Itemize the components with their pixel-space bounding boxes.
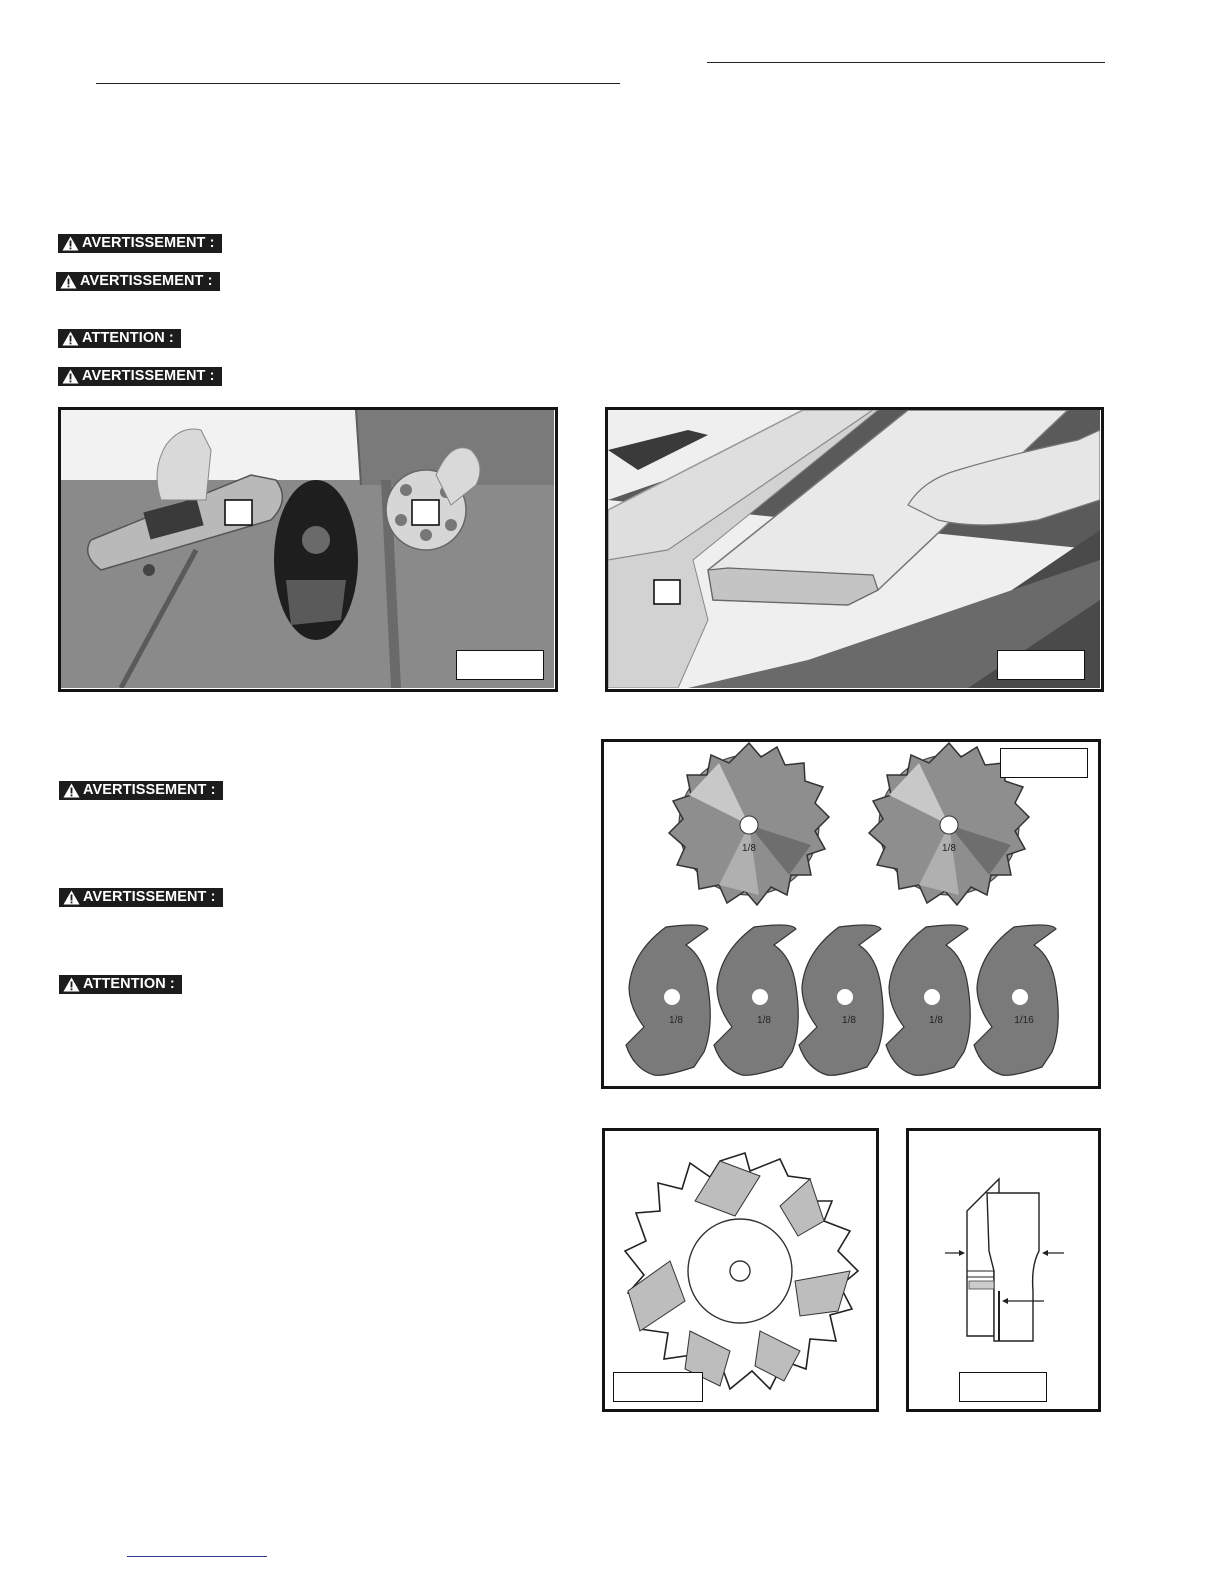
figure-label-box [959,1372,1047,1402]
blade-mark: 1/8 [842,1015,856,1026]
figure-label-box [997,650,1085,680]
warning-triangle-icon [62,369,79,384]
warning-triangle-icon [63,783,80,798]
warning-label: AVERTISSEMENT : [82,368,215,384]
throat-plate-photo [58,407,558,692]
blade-mark: 1/16 [1014,1015,1034,1026]
warning-label: AVERTISSEMENT : [80,273,213,289]
blade-mark: 1/8 [942,843,956,854]
warning-triangle-icon [62,236,79,251]
warning-banner [58,367,222,386]
warning-label: AVERTISSEMENT : [83,889,216,905]
dado-set-photo [601,739,1101,1089]
caution-label: ATTENTION : [83,976,175,992]
warning-label: AVERTISSEMENT : [83,782,216,798]
warning-banner [59,781,223,800]
blade-mark: 1/8 [929,1015,943,1026]
warning-banner [56,272,220,291]
blade-drawing [602,1128,879,1412]
figure-label-box [613,1372,703,1402]
section-title-underline [96,83,620,84]
chipper-drawing [906,1128,1101,1412]
warning-triangle-icon [62,331,79,346]
blade-mark: 1/8 [757,1015,771,1026]
figure-label-box [1000,748,1088,778]
page-header-underline [707,62,1105,63]
warning-triangle-icon [60,274,77,289]
warning-banner [59,888,223,907]
figure-label-box [456,650,544,680]
warning-triangle-icon [63,977,80,992]
warning-banner [58,234,222,253]
caution-label: ATTENTION : [82,330,174,346]
footer-link-underline[interactable] [127,1556,267,1557]
board-photo [605,407,1104,692]
blade-mark: 1/8 [669,1015,683,1026]
warning-label: AVERTISSEMENT : [82,235,215,251]
caution-banner [59,975,182,994]
warning-triangle-icon [63,890,80,905]
blade-mark: 1/8 [742,843,756,854]
caution-banner [58,329,181,348]
